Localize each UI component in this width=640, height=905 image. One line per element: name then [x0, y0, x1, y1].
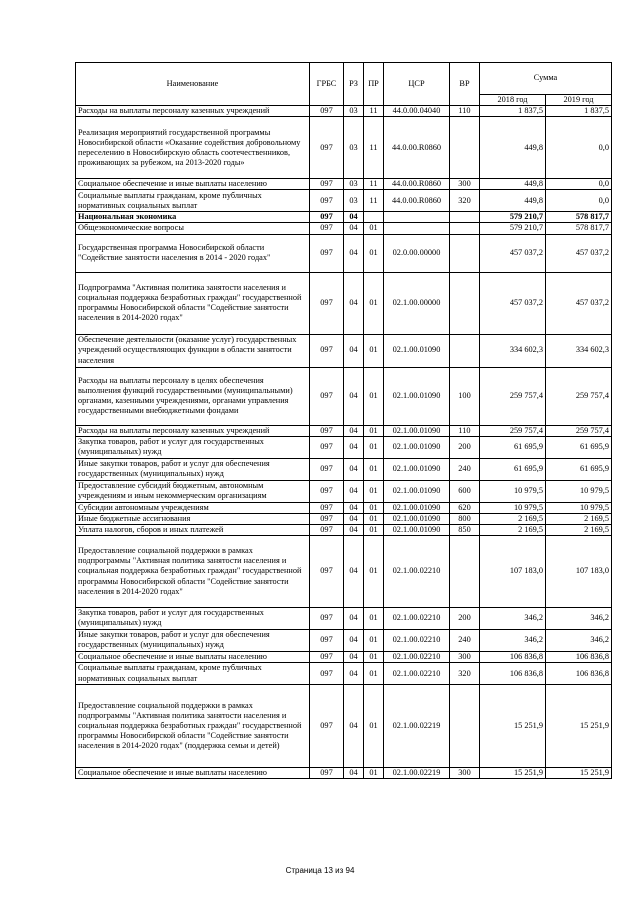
- cell-grbs: 097: [310, 651, 344, 662]
- cell-grbs: 097: [310, 106, 344, 117]
- cell-grbs: 097: [310, 179, 344, 190]
- cell-vr: 110: [450, 425, 480, 436]
- cell-csr: 02.1.00.02210: [384, 651, 450, 662]
- cell-grbs: 097: [310, 367, 344, 425]
- cell-rz: 04: [344, 480, 364, 502]
- cell-sum-2018: 346,2: [480, 607, 546, 629]
- cell-rz: 04: [344, 685, 364, 768]
- cell-vr: [450, 535, 480, 607]
- cell-sum-2018: 2 169,5: [480, 524, 546, 535]
- table-row: [76, 190, 612, 212]
- cell-vr: [450, 212, 480, 223]
- cell-sum-2019: 10 979,5: [546, 480, 612, 502]
- cell-rz: 04: [344, 367, 364, 425]
- cell-sum-2018: 449,8: [480, 117, 546, 179]
- cell-pr: 01: [364, 663, 384, 685]
- cell-sum-2019: 578 817,7: [546, 223, 612, 234]
- cell-name: Иные бюджетные ассигнования: [76, 513, 310, 524]
- cell-pr: 01: [364, 651, 384, 662]
- cell-grbs: 097: [310, 480, 344, 502]
- table-row: [76, 334, 612, 367]
- cell-csr: 02.1.00.01090: [384, 425, 450, 436]
- cell-rz: 04: [344, 234, 364, 272]
- header-csr: ЦСР: [384, 63, 450, 106]
- cell-sum-2019: 457 037,2: [546, 272, 612, 334]
- cell-name: Национальная экономика: [76, 212, 310, 223]
- cell-vr: [450, 117, 480, 179]
- cell-csr: 02.1.00.02210: [384, 607, 450, 629]
- cell-csr: 44.0.00.04040: [384, 106, 450, 117]
- cell-name: Социальные выплаты гражданам, кроме публичных нормативных социальных выплат: [76, 663, 310, 685]
- table-row: [76, 768, 612, 779]
- cell-csr: 44.0.00.R0860: [384, 179, 450, 190]
- cell-sum-2018: 579 210,7: [480, 212, 546, 223]
- cell-sum-2019: 61 695,9: [546, 458, 612, 480]
- cell-sum-2018: 61 695,9: [480, 458, 546, 480]
- cell-grbs: 097: [310, 768, 344, 779]
- cell-vr: 100: [450, 367, 480, 425]
- table-row: [76, 425, 612, 436]
- table-row: [76, 663, 612, 685]
- page-footer: Страница 13 из 94: [285, 866, 355, 875]
- cell-csr: 02.1.00.02210: [384, 629, 450, 651]
- header-vr: ВР: [450, 63, 480, 106]
- cell-csr: 02.1.00.01090: [384, 458, 450, 480]
- cell-csr: 02.1.00.02219: [384, 685, 450, 768]
- cell-name: Закупка товаров, работ и услуг для государственных (муниципальных) нужд: [76, 607, 310, 629]
- cell-csr: 02.1.00.01090: [384, 502, 450, 513]
- header-year-2019: 2019 год: [546, 95, 612, 106]
- cell-sum-2019: 259 757,4: [546, 367, 612, 425]
- cell-pr: 11: [364, 190, 384, 212]
- table-row: [76, 272, 612, 334]
- cell-csr: 02.1.00.00000: [384, 272, 450, 334]
- cell-vr: 300: [450, 768, 480, 779]
- cell-name: Расходы на выплаты персоналу в целях обеспечения выполнения функций государственными (муниципальными) органами, казенными учреждениями, органами управления государственными внебюджетными фондами: [76, 367, 310, 425]
- cell-name: Государственная программа Новосибирской области "Содействие занятости населения в 2014 - 2020 годах": [76, 234, 310, 272]
- cell-grbs: 097: [310, 436, 344, 458]
- cell-sum-2019: 61 695,9: [546, 436, 612, 458]
- cell-sum-2018: 1 837,5: [480, 106, 546, 117]
- cell-vr: 200: [450, 607, 480, 629]
- cell-rz: 04: [344, 629, 364, 651]
- cell-pr: 01: [364, 367, 384, 425]
- cell-csr: 02.1.00.01090: [384, 513, 450, 524]
- cell-rz: 04: [344, 334, 364, 367]
- cell-vr: 240: [450, 629, 480, 651]
- cell-sum-2019: 0,0: [546, 179, 612, 190]
- cell-pr: 11: [364, 106, 384, 117]
- header-sum: Сумма: [480, 63, 612, 95]
- table-row: [76, 106, 612, 117]
- cell-csr: [384, 212, 450, 223]
- cell-csr: 44.0.00.R0860: [384, 117, 450, 179]
- table-row: [76, 651, 612, 662]
- cell-name: Иные закупки товаров, работ и услуг для обеспечения государственных (муниципальных) нужд: [76, 458, 310, 480]
- cell-rz: 03: [344, 190, 364, 212]
- cell-sum-2018: 259 757,4: [480, 425, 546, 436]
- cell-grbs: 097: [310, 629, 344, 651]
- cell-name: Общеэкономические вопросы: [76, 223, 310, 234]
- cell-sum-2018: 334 602,3: [480, 334, 546, 367]
- cell-sum-2019: 0,0: [546, 117, 612, 179]
- cell-rz: 04: [344, 425, 364, 436]
- cell-rz: 04: [344, 607, 364, 629]
- cell-pr: 11: [364, 179, 384, 190]
- cell-vr: 200: [450, 436, 480, 458]
- cell-pr: 01: [364, 685, 384, 768]
- cell-csr: 02.0.00.00000: [384, 234, 450, 272]
- cell-name: Иные закупки товаров, работ и услуг для обеспечения государственных (муниципальных) нужд: [76, 629, 310, 651]
- cell-csr: 02.1.00.01090: [384, 436, 450, 458]
- cell-pr: 01: [364, 535, 384, 607]
- cell-sum-2018: 15 251,9: [480, 685, 546, 768]
- cell-pr: 01: [364, 607, 384, 629]
- cell-grbs: 097: [310, 458, 344, 480]
- cell-rz: 04: [344, 651, 364, 662]
- cell-grbs: 097: [310, 663, 344, 685]
- cell-sum-2019: 1 837,5: [546, 106, 612, 117]
- table-row: [76, 234, 612, 272]
- table-row: [76, 629, 612, 651]
- cell-grbs: 097: [310, 190, 344, 212]
- cell-grbs: 097: [310, 223, 344, 234]
- table-row: [76, 535, 612, 607]
- cell-vr: [450, 334, 480, 367]
- cell-rz: 04: [344, 768, 364, 779]
- cell-pr: 01: [364, 458, 384, 480]
- cell-sum-2018: 579 210,7: [480, 223, 546, 234]
- cell-vr: 800: [450, 513, 480, 524]
- cell-pr: 01: [364, 524, 384, 535]
- cell-rz: 04: [344, 663, 364, 685]
- cell-sum-2019: 106 836,8: [546, 651, 612, 662]
- header-grbs: ГРБС: [310, 63, 344, 106]
- cell-rz: 04: [344, 212, 364, 223]
- cell-vr: 300: [450, 651, 480, 662]
- cell-grbs: 097: [310, 117, 344, 179]
- table-row: [76, 436, 612, 458]
- cell-vr: 110: [450, 106, 480, 117]
- cell-sum-2019: 346,2: [546, 629, 612, 651]
- cell-vr: 320: [450, 663, 480, 685]
- table-row: [76, 524, 612, 535]
- cell-name: Предоставление социальной поддержки в рамках подпрограммы "Активная политика занятости населения и социальная поддержка безработных граждан" государственной программы Новосибирской области "Содействие занятости населения в 2014-2020 годах": [76, 535, 310, 607]
- header-year-2018: 2018 год: [480, 95, 546, 106]
- cell-rz: 04: [344, 272, 364, 334]
- cell-grbs: 097: [310, 502, 344, 513]
- table-row: [76, 212, 612, 223]
- cell-grbs: 097: [310, 212, 344, 223]
- table-row: [76, 513, 612, 524]
- cell-sum-2019: 107 183,0: [546, 535, 612, 607]
- cell-name: Подпрограмма "Активная политика занятости населения и социальная поддержка безработных граждан" государственной программы Новосибирской области "Содействие занятости населения в 2014-2020 годах": [76, 272, 310, 334]
- cell-pr: 01: [364, 272, 384, 334]
- cell-vr: [450, 234, 480, 272]
- cell-name: Социальное обеспечение и иные выплаты населению: [76, 651, 310, 662]
- cell-sum-2018: 10 979,5: [480, 502, 546, 513]
- table-row: [76, 458, 612, 480]
- cell-rz: 03: [344, 117, 364, 179]
- cell-pr: 01: [364, 629, 384, 651]
- cell-grbs: 097: [310, 607, 344, 629]
- table-row: [76, 117, 612, 179]
- cell-pr: 01: [364, 768, 384, 779]
- cell-rz: 04: [344, 223, 364, 234]
- cell-grbs: 097: [310, 513, 344, 524]
- cell-rz: 04: [344, 458, 364, 480]
- table-row: [76, 223, 612, 234]
- cell-name: Социальные выплаты гражданам, кроме публичных нормативных социальных выплат: [76, 190, 310, 212]
- cell-grbs: 097: [310, 272, 344, 334]
- cell-csr: 02.1.00.01090: [384, 480, 450, 502]
- header-pr: ПР: [364, 63, 384, 106]
- cell-pr: 01: [364, 502, 384, 513]
- cell-pr: 01: [364, 234, 384, 272]
- cell-name: Реализация мероприятий государственной программы Новосибирской области «Оказание содействия добровольному переселению в Новосибирскую область соотечественников, проживающих за рубежом, на 2013-2020 годы»: [76, 117, 310, 179]
- cell-sum-2018: 61 695,9: [480, 436, 546, 458]
- cell-sum-2018: 106 836,8: [480, 663, 546, 685]
- cell-sum-2019: 106 836,8: [546, 663, 612, 685]
- cell-vr: [450, 223, 480, 234]
- cell-sum-2019: 578 817,7: [546, 212, 612, 223]
- cell-csr: 44.0.00.R0860: [384, 190, 450, 212]
- cell-grbs: 097: [310, 334, 344, 367]
- table-row: [76, 685, 612, 768]
- cell-sum-2018: 15 251,9: [480, 768, 546, 779]
- header-rz: РЗ: [344, 63, 364, 106]
- cell-pr: 11: [364, 117, 384, 179]
- cell-sum-2019: 15 251,9: [546, 685, 612, 768]
- cell-rz: 04: [344, 524, 364, 535]
- cell-csr: 02.1.00.02210: [384, 663, 450, 685]
- cell-vr: 240: [450, 458, 480, 480]
- cell-name: Предоставление социальной поддержки в рамках подпрограммы "Активная политика занятости населения и социальная поддержка безработных граждан" государственной программы Новосибирской области "Содействие занятости населения в 2014-2020 годах" (поддержка семьи и детей): [76, 685, 310, 768]
- cell-vr: 620: [450, 502, 480, 513]
- cell-rz: 04: [344, 535, 364, 607]
- cell-sum-2018: 457 037,2: [480, 234, 546, 272]
- table-row: [76, 179, 612, 190]
- cell-csr: 02.1.00.02219: [384, 768, 450, 779]
- table-row: [76, 607, 612, 629]
- table-body: [76, 106, 612, 779]
- header-name: Наименование: [76, 63, 310, 106]
- cell-csr: 02.1.00.01090: [384, 524, 450, 535]
- cell-vr: [450, 685, 480, 768]
- cell-vr: 300: [450, 179, 480, 190]
- cell-csr: [384, 223, 450, 234]
- cell-name: Субсидии автономным учреждениям: [76, 502, 310, 513]
- cell-sum-2019: 10 979,5: [546, 502, 612, 513]
- cell-sum-2018: 10 979,5: [480, 480, 546, 502]
- cell-grbs: 097: [310, 535, 344, 607]
- budget-table: [75, 62, 612, 779]
- cell-name: Расходы на выплаты персоналу казенных учреждений: [76, 106, 310, 117]
- cell-pr: 01: [364, 334, 384, 367]
- cell-name: Предоставление субсидий бюджетным, автономным учреждениям и иным некоммерческим организациям: [76, 480, 310, 502]
- cell-name: Расходы на выплаты персоналу казенных учреждений: [76, 425, 310, 436]
- cell-sum-2019: 346,2: [546, 607, 612, 629]
- cell-vr: 850: [450, 524, 480, 535]
- cell-sum-2019: 457 037,2: [546, 234, 612, 272]
- table-row: [76, 367, 612, 425]
- cell-rz: 03: [344, 179, 364, 190]
- cell-name: Социальное обеспечение и иные выплаты населению: [76, 768, 310, 779]
- cell-sum-2019: 334 602,3: [546, 334, 612, 367]
- cell-vr: [450, 272, 480, 334]
- cell-name: Закупка товаров, работ и услуг для государственных (муниципальных) нужд: [76, 436, 310, 458]
- cell-csr: 02.1.00.01090: [384, 334, 450, 367]
- cell-sum-2019: 15 251,9: [546, 768, 612, 779]
- table-row: [76, 502, 612, 513]
- cell-rz: 04: [344, 436, 364, 458]
- cell-rz: 04: [344, 513, 364, 524]
- cell-sum-2019: 2 169,5: [546, 513, 612, 524]
- cell-csr: 02.1.00.02210: [384, 535, 450, 607]
- cell-pr: 01: [364, 513, 384, 524]
- cell-sum-2018: 259 757,4: [480, 367, 546, 425]
- cell-pr: 01: [364, 425, 384, 436]
- table-row: [76, 480, 612, 502]
- cell-sum-2019: 259 757,4: [546, 425, 612, 436]
- cell-name: Обеспечение деятельности (оказание услуг) государственных учреждений осуществляющих функции в области занятости населения: [76, 334, 310, 367]
- cell-sum-2018: 449,8: [480, 190, 546, 212]
- cell-vr: 600: [450, 480, 480, 502]
- cell-grbs: 097: [310, 524, 344, 535]
- cell-pr: [364, 212, 384, 223]
- cell-sum-2018: 346,2: [480, 629, 546, 651]
- cell-grbs: 097: [310, 234, 344, 272]
- cell-pr: 01: [364, 480, 384, 502]
- cell-pr: 01: [364, 223, 384, 234]
- cell-vr: 320: [450, 190, 480, 212]
- cell-rz: 04: [344, 502, 364, 513]
- cell-sum-2019: 0,0: [546, 190, 612, 212]
- cell-grbs: 097: [310, 425, 344, 436]
- cell-sum-2018: 106 836,8: [480, 651, 546, 662]
- cell-sum-2018: 2 169,5: [480, 513, 546, 524]
- cell-name: Социальное обеспечение и иные выплаты населению: [76, 179, 310, 190]
- cell-rz: 03: [344, 106, 364, 117]
- cell-pr: 01: [364, 436, 384, 458]
- cell-name: Уплата налогов, сборов и иных платежей: [76, 524, 310, 535]
- cell-csr: 02.1.00.01090: [384, 367, 450, 425]
- cell-grbs: 097: [310, 685, 344, 768]
- cell-sum-2018: 449,8: [480, 179, 546, 190]
- cell-sum-2018: 457 037,2: [480, 272, 546, 334]
- cell-sum-2019: 2 169,5: [546, 524, 612, 535]
- cell-sum-2018: 107 183,0: [480, 535, 546, 607]
